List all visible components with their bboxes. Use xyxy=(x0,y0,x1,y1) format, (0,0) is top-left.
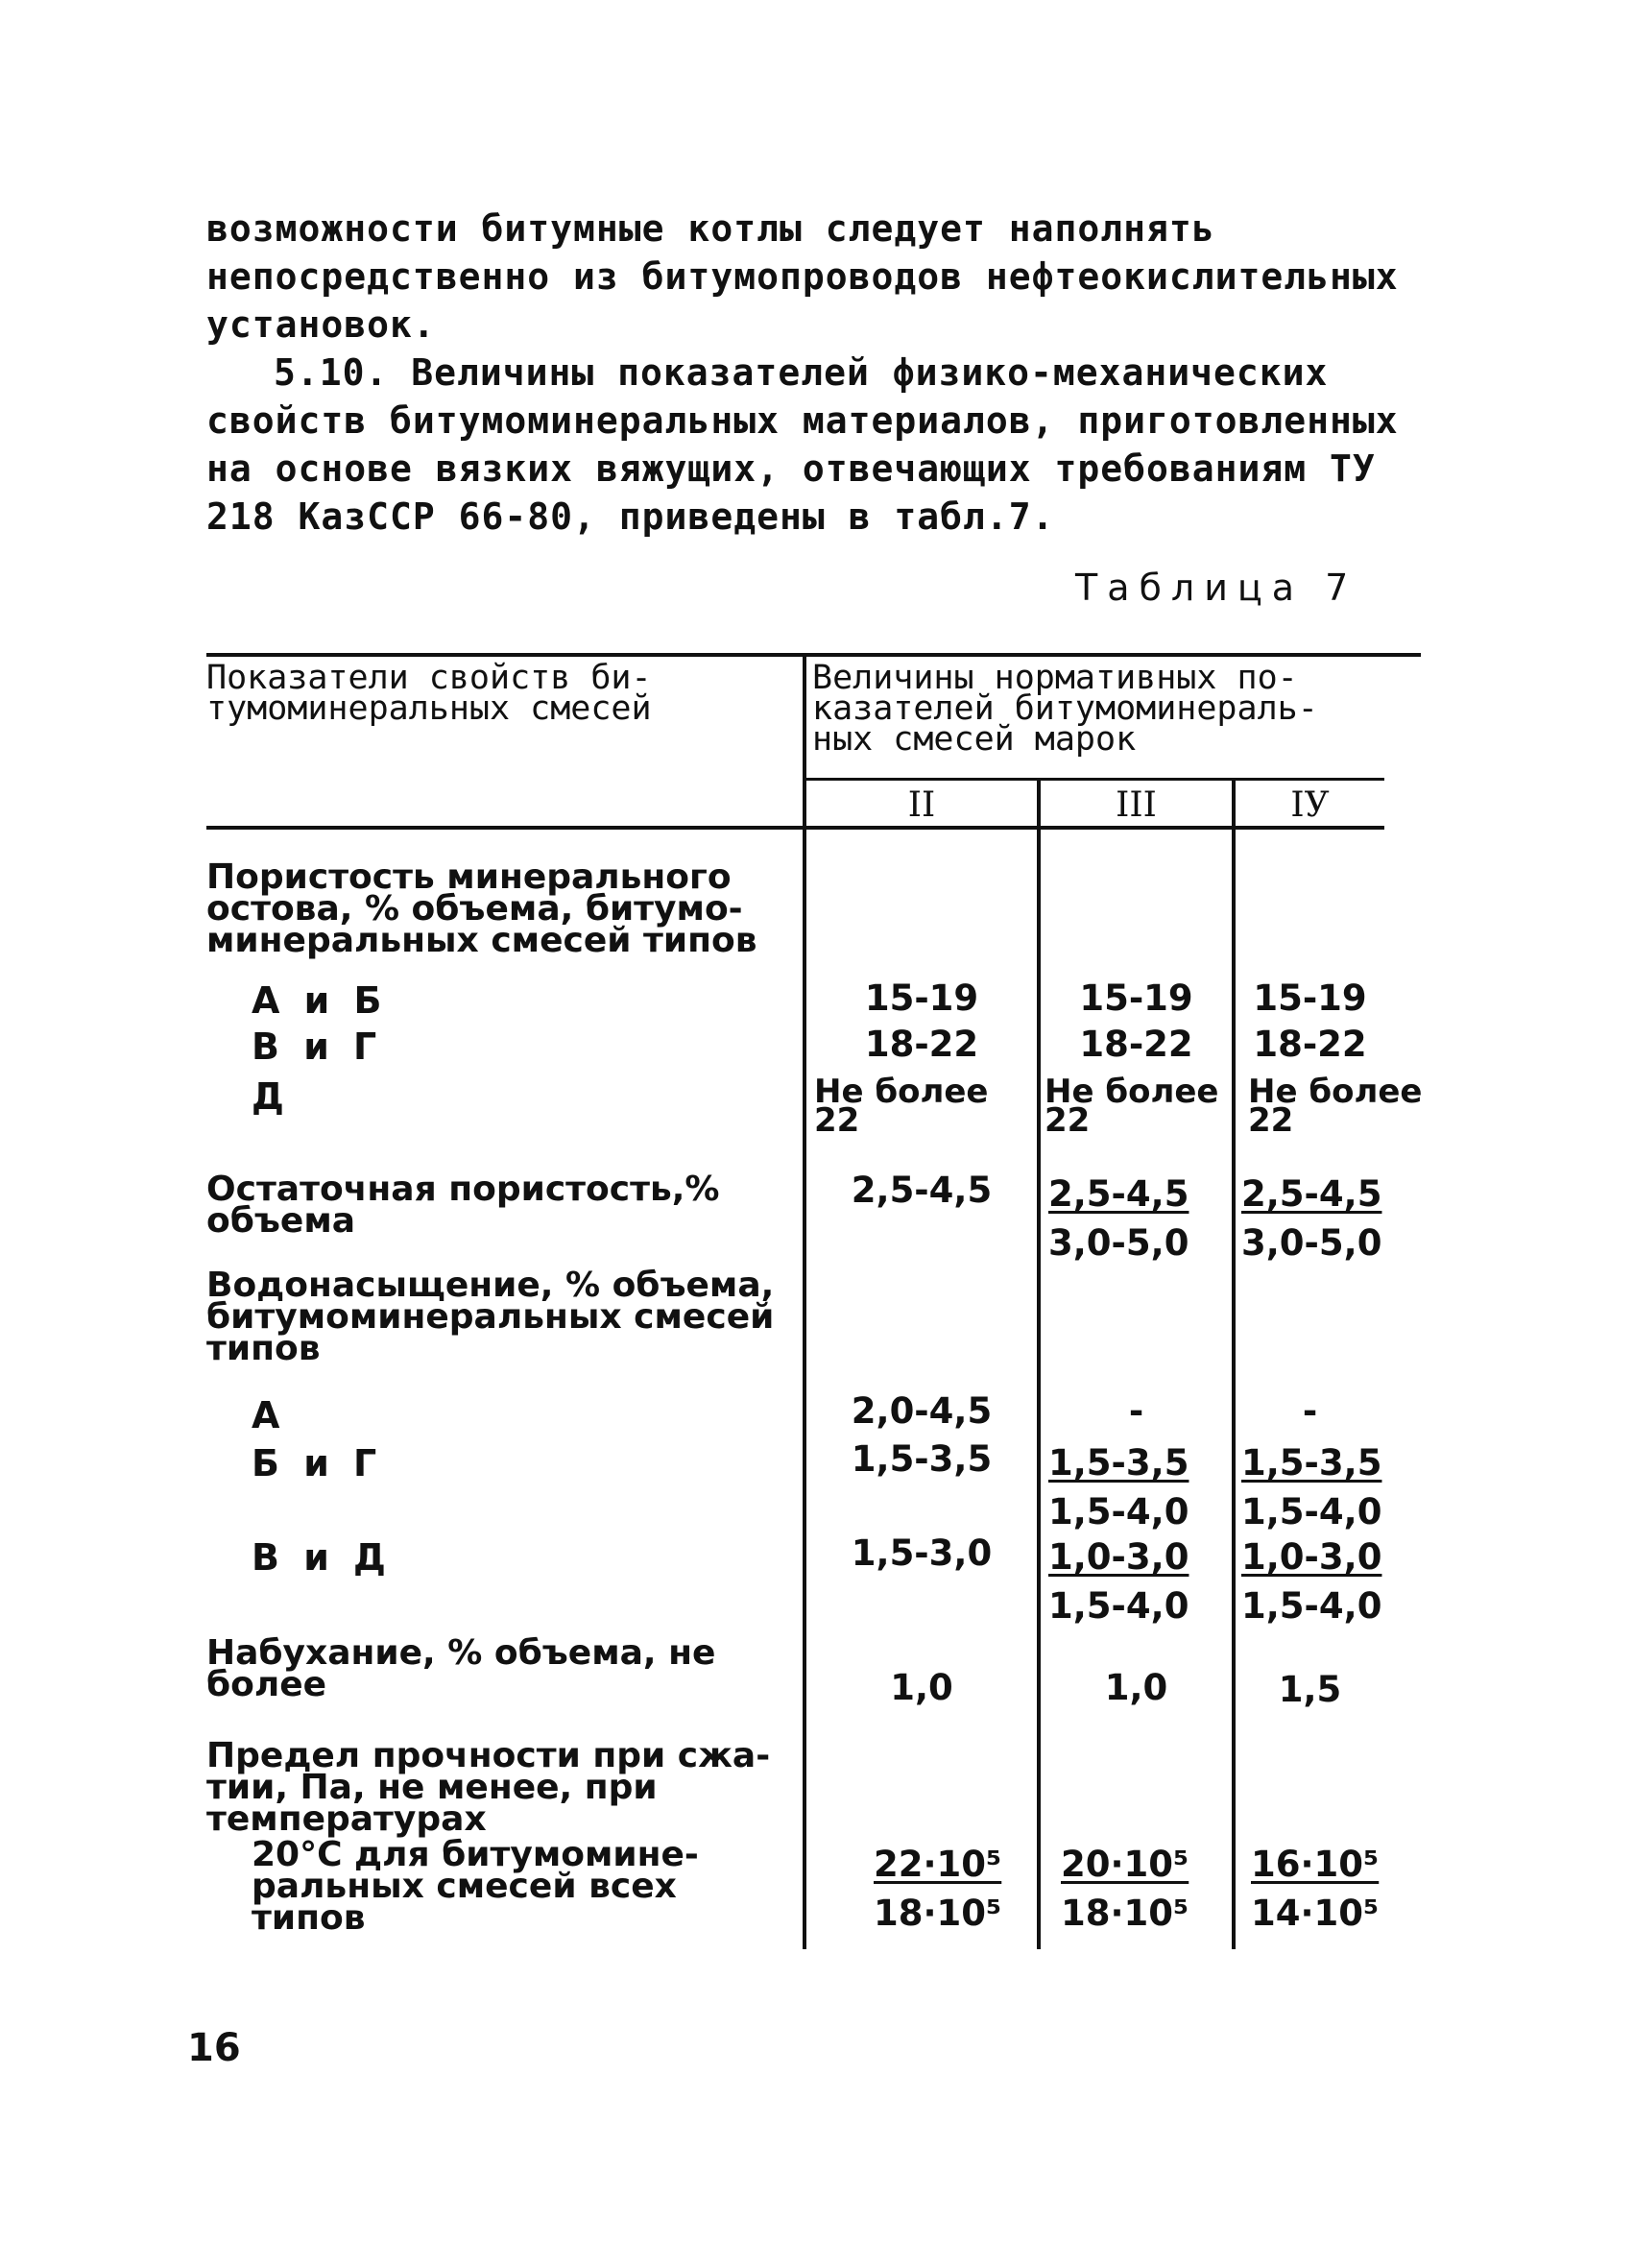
swelling-label: Набухание, % объема, не более xyxy=(206,1633,716,1704)
water-a-ii: 2,0-4,5 xyxy=(851,1390,993,1432)
residual-porosity-iii xyxy=(1048,1173,1189,1264)
strength-ii xyxy=(874,1844,1001,1934)
porosity-subtype-ab: А и Б xyxy=(252,979,388,1022)
water-subtype-vd: В и Д xyxy=(252,1536,392,1579)
porosity-d-iii: Не более 22 xyxy=(1045,1073,1219,1140)
swelling-iii: 1,0 xyxy=(1104,1667,1168,1708)
swelling-iv: 1,5 xyxy=(1278,1669,1342,1710)
residual-porosity-label: Остаточная пористость,% объема xyxy=(206,1170,720,1241)
table-header-bottom-rule xyxy=(206,826,1384,830)
strength-iv-den: 14·10⁵ xyxy=(1251,1893,1380,1934)
water-a-iv: - xyxy=(1302,1390,1318,1432)
water-vd-iv xyxy=(1241,1536,1381,1627)
paragraph-1: возможности битумные котлы следует наполнять непосредственно из битумопроводов нефтеокислительных установок. xyxy=(206,207,1399,346)
strength-ii-num: 22·10⁵ xyxy=(874,1844,1002,1885)
residual-porosity-iv-num: 2,5-4,5 xyxy=(1241,1173,1382,1215)
residual-porosity-iii-num: 2,5-4,5 xyxy=(1048,1173,1189,1215)
water-bg-iii xyxy=(1048,1442,1189,1532)
residual-porosity-iii-den: 3,0-5,0 xyxy=(1048,1222,1189,1264)
water-a-iii: - xyxy=(1128,1390,1144,1432)
porosity-subtype-vg: В и Г xyxy=(252,1025,383,1068)
residual-porosity-iv-den: 3,0-5,0 xyxy=(1241,1222,1382,1264)
water-vd-ii: 1,5-3,0 xyxy=(851,1532,993,1574)
water-vd-iv-num: 1,0-3,0 xyxy=(1241,1536,1382,1578)
swelling-ii: 1,0 xyxy=(890,1667,953,1708)
residual-porosity-iv xyxy=(1241,1173,1381,1264)
water-bg-iv-num: 1,5-3,5 xyxy=(1241,1442,1382,1484)
water-bg-iv xyxy=(1241,1442,1381,1532)
paragraph-2: 5.10. Величины показателей физико-механических свойств битумоминеральных материалов, приготовленных на основе вязких вяжущих, отвечающих требованиям ТУ 218 КазССР 66-80, приведены в табл.7. xyxy=(206,351,1399,538)
porosity-ab-iv: 15-19 xyxy=(1253,977,1367,1019)
column-header-iv: IУ xyxy=(1290,785,1330,825)
table-col-divider-3 xyxy=(1232,778,1236,1949)
strength-ii-den: 18·10⁵ xyxy=(874,1893,1002,1934)
water-bg-iv-den: 1,5-4,0 xyxy=(1241,1491,1382,1532)
table-header-mid-rule xyxy=(804,778,1384,781)
strength-iii-den: 18·10⁵ xyxy=(1061,1893,1189,1934)
water-vd-iii xyxy=(1048,1536,1189,1627)
porosity-vg-iv: 18-22 xyxy=(1253,1024,1367,1065)
water-vd-iii-num: 1,0-3,0 xyxy=(1048,1536,1189,1578)
table-top-rule xyxy=(206,653,1421,657)
water-vd-iv-den: 1,5-4,0 xyxy=(1241,1585,1382,1627)
table-header-right: Величины нормативных по- казателей битумоминераль- ных смесей марок xyxy=(812,659,1318,759)
column-header-ii: II xyxy=(907,785,936,825)
porosity-vg-iii: 18-22 xyxy=(1079,1024,1193,1065)
table-col-divider-1 xyxy=(803,653,806,1949)
compressive-strength-label: Предел прочности при сжа- тии, Па, не менее, при температурах xyxy=(206,1736,771,1839)
table-caption: Таблица 7 xyxy=(1075,567,1358,609)
strength-iii xyxy=(1061,1844,1189,1934)
porosity-label: Пористость минерального остова, % объема, битумо- минеральных смесей типов xyxy=(206,857,757,960)
residual-porosity-ii: 2,5-4,5 xyxy=(851,1170,993,1211)
page-number: 16 xyxy=(187,2026,241,2070)
porosity-d-ii: Не более 22 xyxy=(814,1073,989,1140)
strength-iii-num: 20·10⁵ xyxy=(1061,1844,1189,1885)
water-saturation-label: Водонасыщение, % объема, битумоминеральных смесей типов xyxy=(206,1266,775,1368)
porosity-ab-ii: 15-19 xyxy=(864,977,979,1019)
water-bg-iii-den: 1,5-4,0 xyxy=(1048,1491,1189,1532)
porosity-vg-ii: 18-22 xyxy=(864,1024,979,1065)
compressive-strength-20c-label: 20°С для битумомине- ральных смесей всех типов xyxy=(252,1835,699,1938)
water-vd-iii-den: 1,5-4,0 xyxy=(1048,1585,1189,1627)
water-bg-iii-num: 1,5-3,5 xyxy=(1048,1442,1189,1484)
table-col-divider-2 xyxy=(1037,778,1041,1949)
porosity-ab-iii: 15-19 xyxy=(1079,977,1193,1019)
porosity-subtype-d: Д xyxy=(252,1075,290,1118)
water-subtype-bg: Б и Г xyxy=(252,1442,383,1484)
water-subtype-a: А xyxy=(252,1394,286,1436)
strength-iv-num: 16·10⁵ xyxy=(1251,1844,1380,1885)
porosity-d-iv: Не более 22 xyxy=(1248,1073,1423,1140)
column-header-iii: III xyxy=(1116,785,1157,825)
water-bg-ii: 1,5-3,5 xyxy=(851,1438,993,1480)
table-header-left: Показатели свойств би- тумоминеральных смесей xyxy=(206,659,652,728)
strength-iv xyxy=(1251,1844,1379,1934)
